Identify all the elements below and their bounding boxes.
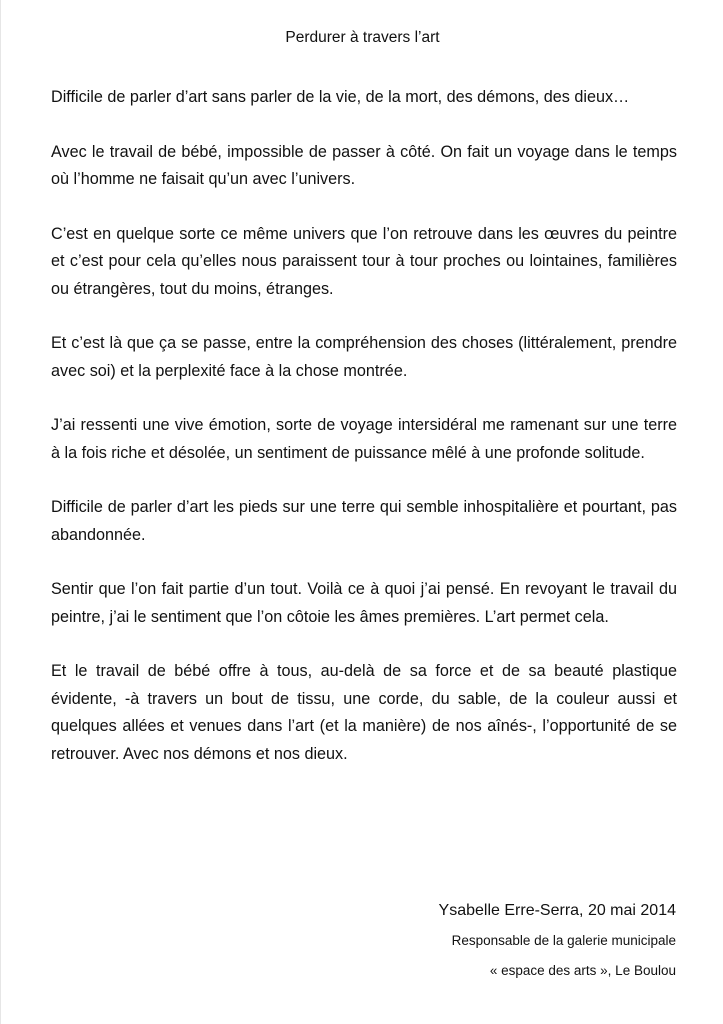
paragraph-6: Difficile de parler d’art les pieds sur une terre qui semble inhospitalière et pourtant, pas abandonnée. [51, 498, 677, 544]
signature-place: « espace des arts », Le Boulou [489, 963, 676, 978]
signature-role: Responsable de la galerie municipale [451, 933, 676, 948]
paragraph-4: Et c’est là que ça se passe, entre la compréhension des choses (littéralement, prendre avec soi) et la perplexité face à la chose montrée. [51, 334, 677, 380]
paragraph-3: C’est en quelque sorte ce même univers que l’on retrouve dans les œuvres du peintre et c’est pour cela qu’elles nous paraissent tour à tour proches ou lointaines, familières ou étrangères, tout du moins, étranges. [51, 224, 677, 298]
document-body [51, 84, 677, 795]
signature-block [439, 898, 676, 990]
paragraph-5: J’ai ressenti une vive émotion, sorte de voyage intersidéral me ramenant sur une terre à la fois riche et désolée, un sentiment de puissance mêlé à une profonde solitude. [51, 416, 677, 462]
paragraph-7: Sentir que l’on fait partie d’un tout. Voilà ce à quoi j’ai pensé. En revoyant le travail du peintre, j’ai le sentiment que l’on côtoie les âmes premières. L’art permet cela. [51, 580, 677, 626]
signature-name-date: Ysabelle Erre-Serra, 20 mai 2014 [438, 902, 676, 919]
paragraph-8: Et le travail de bébé offre à tous, au-delà de sa force et de sa beauté plastique évidente, -à travers un bout de tissu, une corde, du sable, de la couleur aussi et quelques allées et venues dans l’art (et la manière) de nos aînés-, l’opportunité de se retrouver. Avec nos démons et nos dieux. [51, 662, 677, 763]
paragraph-2: Avec le travail de bébé, impossible de passer à côté. On fait un voyage dans le temps où l’homme ne faisait qu’un avec l’univers. [51, 142, 677, 188]
document-title: Perdurer à travers l’art [285, 29, 440, 46]
paragraph-1: Difficile de parler d’art sans parler de la vie, de la mort, des démons, des dieux… [51, 88, 630, 106]
